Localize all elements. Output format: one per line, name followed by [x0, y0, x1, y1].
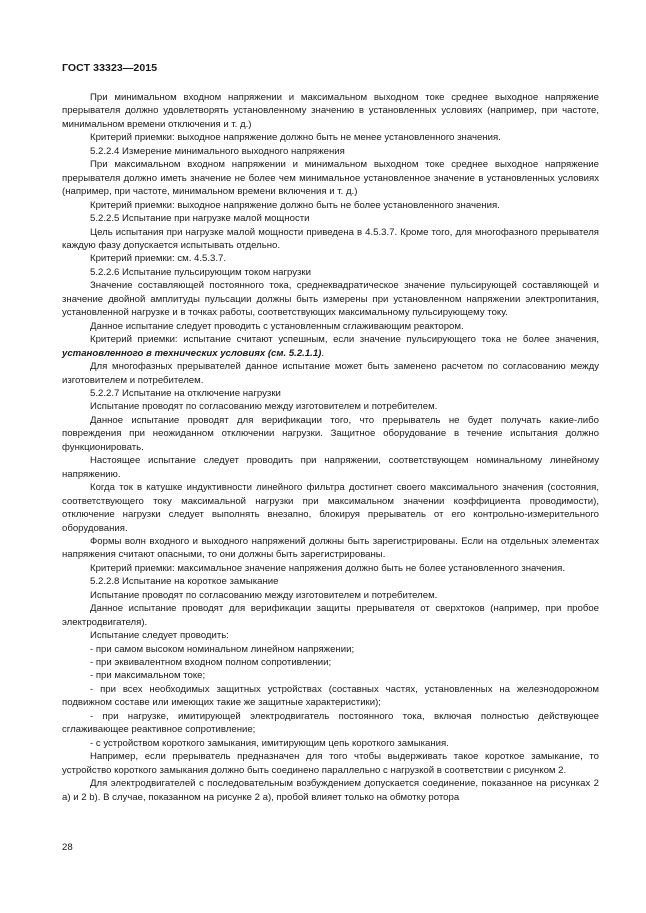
section-heading: 5.2.2.5 Испытание при нагрузке малой мощности	[90, 213, 310, 225]
paragraph: Для электродвигателей с последовательным возбуждением допускается соединение, показанное на рисунках 2 a) и 2 b). В случае, показанном на рисунке 2 a), пробой влияет только на обмотку ротора	[62, 778, 599, 803]
section-heading: 5.2.2.7 Испытание на отключение нагрузки	[90, 387, 281, 399]
paragraph: Значение составляющей постоянного тока, среднеквадратическое значение пульсирующей составляющей и значение двойной амплитуды пульсации должны быть измерены при установленном напряжении электропитания, установленной нагрузке и в точках работы, соответствующих максимальному пульсирующему току.	[62, 280, 599, 319]
paragraph: При максимальном входном напряжении и минимальном выходном токе среднее выходное напряжение прерывателя должно иметь значение не более чем минимальное установленное значение в установленных условиях (например, при частоте, минимальном времени включения и т. д.)	[62, 159, 599, 198]
list-item: - при всех необходимых защитных устройствах (составных частях, установленных на железнодорожном подвижном составе или имеющих такие же защитные характеристики);	[62, 683, 599, 709]
section-heading: 5.2.2.4 Измерение минимального выходного напряжения	[90, 145, 345, 157]
paragraph: Испытание проводят по согласованию между изготовителем и потребителем.	[90, 589, 438, 601]
paragraph: Когда ток в катушке индуктивности линейного фильтра достигнет своего максимального значения (состояния, соответствующего току максимальной нагрузки при максимальном значении коэффициента проводимости), отключение нагрузки следует выполнять внезапно, блокируя прерыватель от его контрольно-измерительного оборудования.	[62, 482, 599, 534]
paragraph: Формы волн входного и выходного напряжений должны быть зарегистрированы. Если на отдельных элементах напряжения считают опасными, то они должны быть зарегистрированы.	[62, 535, 599, 561]
paragraph: Критерий приемки: выходное напряжение должно быть не менее установленного значения.	[90, 132, 501, 144]
section-heading: 5.2.2.6 Испытание пульсирующим током нагрузки	[90, 266, 311, 278]
paragraph: Критерий приемки: максимальное значение напряжения должно быть не более установленного значения.	[90, 562, 566, 574]
list-item: - при нагрузке, имитирующей электродвигатель постоянного тока, включая полностью действующее сглаживающее реактивное сопротивление;	[62, 710, 599, 736]
paragraph: Испытание следует проводить:	[90, 630, 229, 642]
list-item: - с устройством короткого замыкания, имитирующим цепь короткого замыкания.	[90, 737, 449, 749]
criterion-end: .	[321, 347, 325, 359]
list-item: - при эквивалентном входном полном сопротивлении;	[90, 657, 332, 669]
paragraph: Настоящее испытание следует проводить при напряжении, соответствующем номинальному линейному напряжению.	[62, 455, 599, 480]
section-heading: 5.2.2.8 Испытание на короткое замыкание	[90, 576, 279, 588]
document-body	[62, 91, 599, 804]
list-item: - при максимальном токе;	[90, 670, 206, 682]
paragraph: Например, если прерыватель предназначен для того чтобы выдерживать такое короткое замыкание, то устройство короткого замыкания должно быть соединено параллельно с нагрузкой в соответствии с рисунком 2.	[62, 751, 599, 776]
paragraph: Данное испытание следует проводить с установленным сглаживающим реактором.	[90, 320, 464, 332]
paragraph: Для многофазных прерывателей данное испытание может быть заменено расчетом по согласованию между изготовителем и потребителем.	[62, 361, 599, 386]
paragraph: Цель испытания при нагрузке малой мощности приведена в 4.5.3.7. Кроме того, для многофазного прерывателя каждую фазу допускается испытывать отдельно.	[62, 226, 599, 251]
list-item: - при самом высоком номинальном линейном напряжении;	[90, 643, 355, 655]
page-number: 28	[62, 842, 73, 853]
acceptance-criterion	[62, 333, 599, 360]
paragraph: Данное испытание проводят для верификации того, что прерыватель не будет получать какие-либо повреждения при неожиданном отключении нагрузки. Защитное оборудование в течение испытания должно функционировать.	[62, 414, 599, 453]
paragraph: При минимальном входном напряжении и максимальном выходном токе среднее выходное напряжение прерывателя должно удовлетворять установленному значению в установленных условиях (например, при частоте, минимальном времени отключения и т. д.)	[62, 92, 599, 130]
paragraph: Испытание проводят по согласованию между изготовителем и потребителем.	[90, 401, 438, 413]
criterion-emphasis: установленного в технических условиях (см. 5.2.1.1)	[62, 347, 322, 359]
paragraph: Данное испытание проводят для верификации защиты прерывателя от сверхтоков (например, при пробое электродвигателя).	[62, 603, 599, 628]
paragraph: Критерий приемки: см. 4.5.3.7.	[90, 253, 227, 265]
criterion-text: Критерий приемки: испытание считают успешным, если значение пульсирующего тока не более значения,	[90, 334, 599, 346]
document-header: ГОСТ 33323—2015	[62, 62, 158, 74]
paragraph: Критерий приемки: выходное напряжение должно быть не более установленного значения.	[90, 199, 500, 211]
